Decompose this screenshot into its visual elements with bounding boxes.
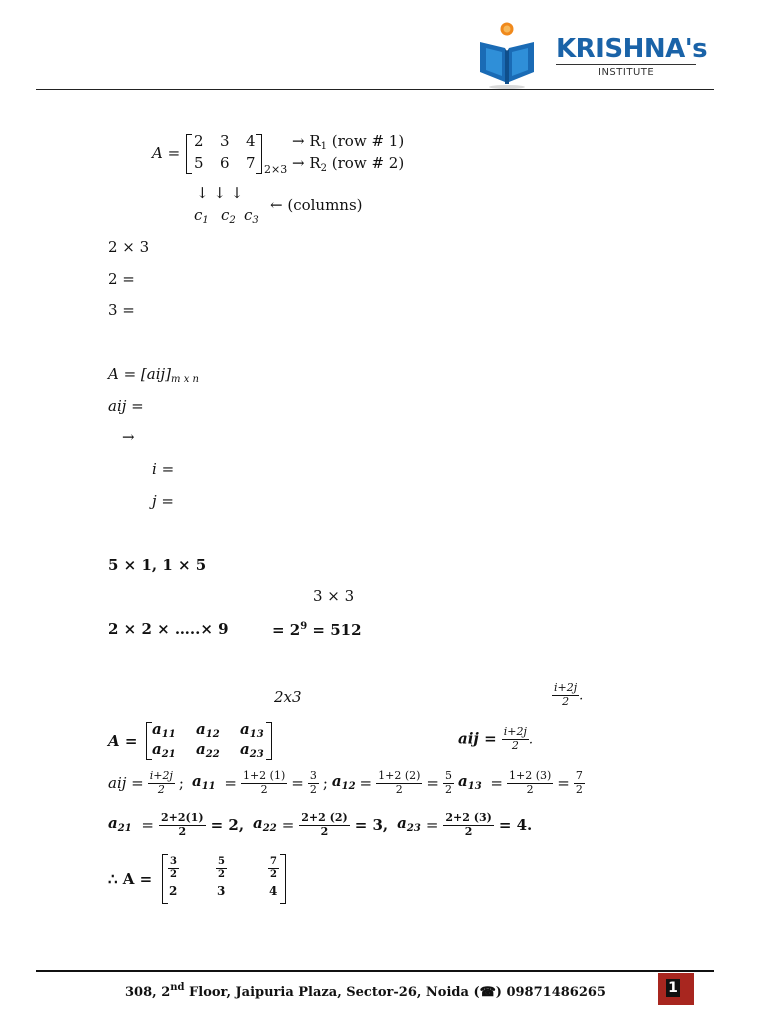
columns-label: ← (columns) — [270, 196, 363, 214]
problem-order: 2x3 — [274, 688, 302, 706]
page-number-box — [658, 973, 694, 1005]
brand-name: KRISHNA's — [556, 34, 708, 64]
a-matrix-cell: $a_{13}$ — [240, 720, 264, 740]
matrix-left-bracket — [186, 134, 192, 174]
product-result: = $2^9 = 512$ — [272, 621, 362, 639]
column-name: $c_2$ — [221, 206, 236, 226]
matrix-cell: 7 — [246, 154, 256, 172]
final-matrix-right-bracket — [280, 854, 286, 904]
brand-subtitle: INSTITUTE — [598, 67, 655, 78]
book-flame-logo-icon — [478, 20, 536, 90]
row2-label: → $R_2$ (row # 2) — [292, 154, 405, 174]
order-line: 2 × 3 — [108, 238, 150, 256]
a-matrix-cell: $a_{23}$ — [240, 740, 264, 760]
matrix-right-bracket — [256, 134, 262, 174]
header-rule — [36, 89, 714, 90]
footer-rule — [36, 970, 714, 972]
a-matrix-cell: $a_{21}$ — [152, 740, 176, 760]
column-arrows: ↓ ↓ ↓ — [196, 184, 244, 202]
a-matrix-lhs: A = — [108, 732, 138, 750]
arrow-line: → — [122, 428, 135, 446]
brand-divider — [556, 64, 696, 65]
row1-label: → $R_1$ (row # 1) — [292, 132, 405, 152]
product-line: 2 × 2 × …..× 9 — [108, 620, 229, 638]
rows-line: 2 = — [108, 270, 135, 288]
matrix-cell: 3 — [220, 132, 230, 150]
j-line: j = — [152, 492, 174, 510]
footer-address: 308, 2nd Floor, Jaipuria Plaza, Sector-26, Noida (☎) 09871486265 — [125, 982, 606, 1000]
matrix-cell: 4 — [246, 132, 256, 150]
final-matrix-cell: $\frac{3}{2}$ — [170, 856, 177, 880]
column-name: $c_3$ — [244, 206, 259, 226]
final-matrix-cell: 3 — [217, 884, 226, 898]
therefore-a: ∴ A = — [108, 870, 153, 888]
matrix-cell: 2 — [194, 132, 204, 150]
matrix-cell: 6 — [220, 154, 230, 172]
problem-formula: $\frac{i+2j}{2}$ . — [554, 681, 584, 708]
order-examples-line: 5 × 1, 1 × 5 — [108, 556, 207, 574]
final-matrix-cell: $\frac{7}{2}$ — [270, 856, 277, 880]
matrix-cell: 5 — [194, 154, 204, 172]
second-row-elements: $a_{21}$ = $\frac{2+2(1)}{2}$ = 2, $a_{22}$ = $\frac{2+2 (2)}{2}$ = 3, $a_{23}$ = $\frac{2+2 (3)}{2}$ = 4. — [108, 811, 533, 838]
final-matrix-cell: $\frac{5}{2}$ — [218, 856, 225, 880]
first-row-elements: aij = $\frac{i+2j}{2}$ ; $a_{11}$ = $\frac{1+2 (1)}{2}$ = $\frac{3}{2}$ ; $a_{12}$ = $\frac{1+2 (2)}{2}$ = $\frac{5}{2}$ $a_{13}$ = $\frac{1+2 (3)}{2}$ = $\frac{7}{2}$ — [108, 769, 583, 796]
general-matrix-line: $A = [aij]_{m x n}$ — [108, 365, 199, 385]
matrix-lhs: A = — [152, 144, 181, 162]
matrix-order: 2×3 — [264, 163, 288, 176]
aij-formula: aij = $\frac{i+2j}{2}$ . — [458, 725, 534, 752]
a-matrix-right-bracket — [266, 722, 272, 760]
a-matrix-cell: $a_{22}$ — [196, 740, 220, 760]
aij-line: aij = — [108, 397, 144, 415]
a-matrix-cell: $a_{11}$ — [152, 720, 176, 740]
i-line: i = — [152, 460, 175, 478]
column-name: $c_1$ — [194, 206, 209, 226]
final-matrix-cell: 4 — [269, 884, 278, 898]
square-order-line: 3 × 3 — [313, 587, 355, 605]
a-matrix-cell: $a_{12}$ — [196, 720, 220, 740]
final-matrix-cell: 2 — [169, 884, 178, 898]
columns-line: 3 = — [108, 301, 135, 319]
page-number: 1 — [666, 979, 680, 997]
